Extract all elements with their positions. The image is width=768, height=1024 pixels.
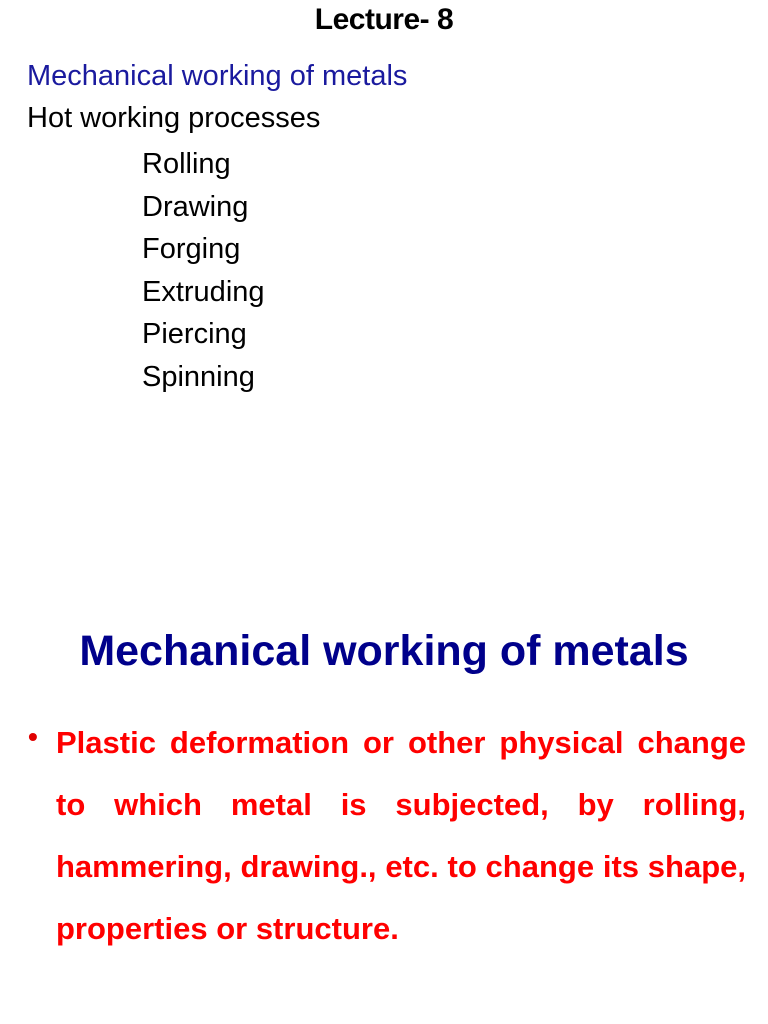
lecture-title: Lecture- 8 [314, 3, 454, 36]
process-item-piercing: Piercing [142, 318, 247, 350]
slide-definition [0, 512, 768, 1024]
process-item-rolling: Rolling [142, 148, 231, 180]
subtopic-heading: Hot working processes [27, 102, 321, 134]
process-list [142, 143, 265, 398]
process-item-forging: Forging [142, 233, 241, 265]
bullet-icon: • [28, 721, 38, 752]
topic-heading: Mechanical working of metals [27, 60, 408, 92]
process-item-drawing: Drawing [142, 190, 249, 223]
slide-title: Mechanical working of metals [79, 627, 689, 675]
process-item-spinning: Spinning [142, 360, 255, 393]
definition-text: Plastic deformation or other physical change to which metal is subjected, by rolling, hammering, drawing., etc. to change its shape, properties or structure. [56, 725, 746, 946]
process-item-extruding: Extruding [142, 275, 265, 308]
